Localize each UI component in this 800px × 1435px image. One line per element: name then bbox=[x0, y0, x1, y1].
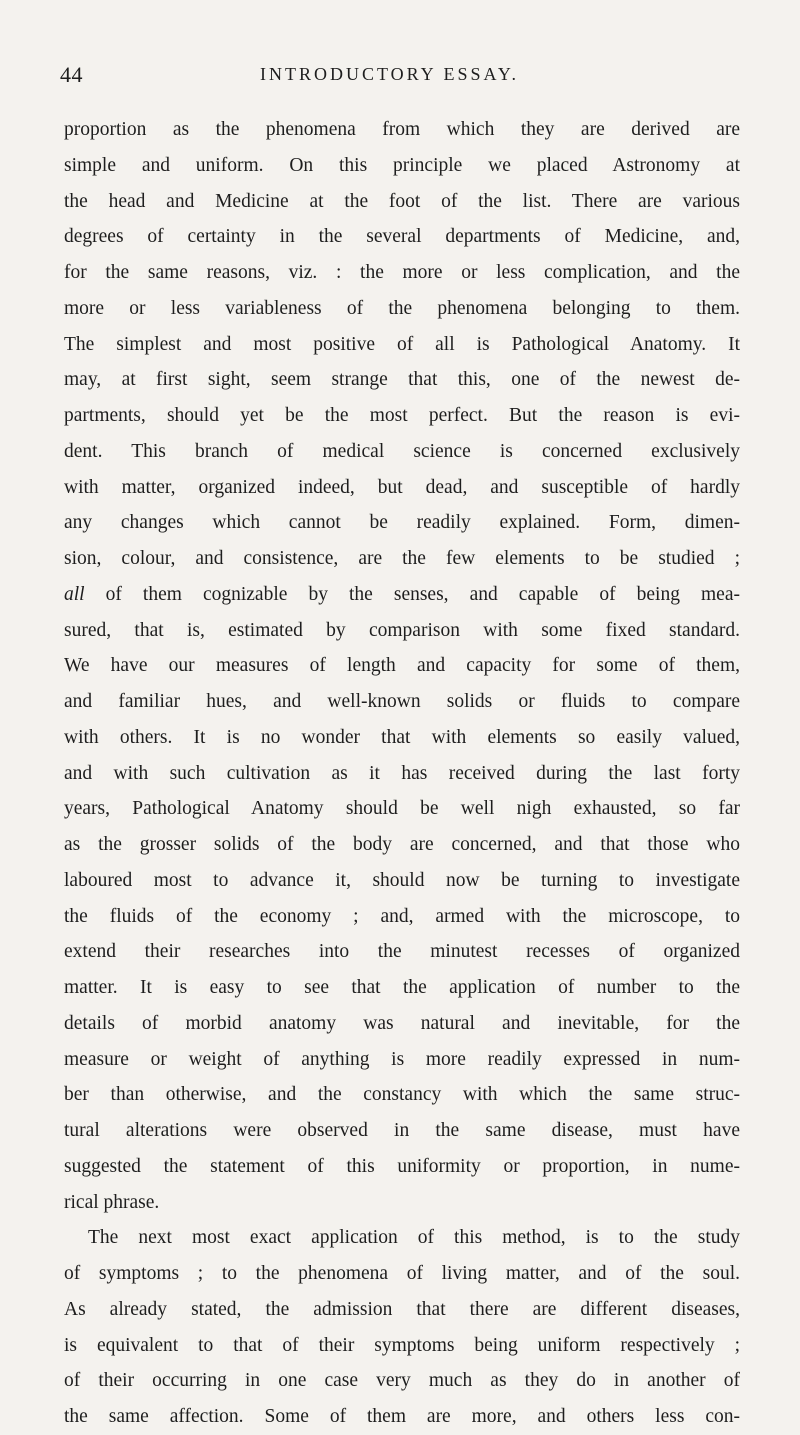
text-line: measure or weight of anything is more readily expressed in num- bbox=[64, 1048, 740, 1070]
running-head: INTRODUCTORY ESSAY. bbox=[260, 64, 520, 84]
page-header bbox=[60, 62, 740, 92]
text-line: is equivalent to that of their symptoms being uniform respectively ; bbox=[64, 1334, 740, 1356]
italic-word: all bbox=[64, 583, 85, 605]
text-line: The simplest and most positive of all is Pathological Anatomy. It bbox=[64, 333, 740, 355]
text-line: the same affection. Some of them are more, and others less con- bbox=[64, 1406, 740, 1427]
text-line: details of morbid anatomy was natural and inevitable, for the bbox=[64, 1012, 740, 1034]
text-line: years, Pathological Anatomy should be well nigh exhausted, so far bbox=[64, 798, 740, 820]
text-line-italic-start bbox=[64, 577, 740, 613]
text-line: the head and Medicine at the foot of the list. There are various bbox=[64, 190, 740, 212]
body-text bbox=[64, 112, 740, 1435]
text-line: any changes which cannot be readily explained. Form, dimen- bbox=[64, 512, 740, 534]
text-line: tural alterations were observed in the same disease, must have bbox=[64, 1120, 740, 1141]
text-line-paragraph-end: rical phrase. bbox=[64, 1191, 160, 1213]
text-line: sion, colour, and consistence, are the few elements to be studied ; bbox=[64, 548, 740, 569]
text-line: and with such cultivation as it has received during the last forty bbox=[64, 762, 740, 784]
text-line: degrees of certainty in the several departments of Medicine, and, bbox=[64, 226, 740, 248]
text-line: the fluids of the economy ; and, armed with the microscope, to bbox=[64, 905, 740, 927]
text-line: ber than otherwise, and the constancy with which the same struc- bbox=[64, 1084, 740, 1106]
text-line: suggested the statement of this uniformity or proportion, in nume- bbox=[64, 1155, 740, 1177]
page-number: 44 bbox=[60, 62, 83, 87]
text-line: may, at first sight, seem strange that this, one of the newest de- bbox=[64, 369, 740, 391]
text-line: matter. It is easy to see that the application of number to the bbox=[64, 977, 740, 998]
text-line: for the same reasons, viz. : the more or less complication, and the bbox=[64, 262, 740, 283]
text-line: dent. This branch of medical science is concerned exclusively bbox=[64, 440, 740, 462]
text-line: of symptoms ; to the phenomena of living matter, and of the soul. bbox=[64, 1263, 740, 1284]
text-line: of their occurring in one case very much as they do in another of bbox=[64, 1370, 740, 1392]
text-line: simple and uniform. On this principle we placed Astronomy at bbox=[64, 154, 740, 176]
text-line: extend their researches into the minutest recesses of organized bbox=[64, 941, 740, 963]
text-line: as the grosser solids of the body are concerned, and that those who bbox=[64, 834, 740, 855]
text-line: sured, that is, estimated by comparison with some fixed standard. bbox=[64, 619, 740, 641]
text-line: partments, should yet be the most perfect. But the reason is evi- bbox=[64, 405, 740, 426]
text-line-rest: of them cognizable by the senses, and capable of being mea- bbox=[84, 583, 740, 605]
text-line-paragraph-start: The next most exact application of this method, is to the study bbox=[88, 1227, 740, 1249]
text-line: with matter, organized indeed, but dead, and susceptible of hardly bbox=[64, 476, 740, 498]
text-line: We have our measures of length and capacity for some of them, bbox=[64, 655, 740, 677]
text-line: and familiar hues, and well-known solids or fluids to compare bbox=[64, 691, 740, 712]
text-line: As already stated, the admission that there are different diseases, bbox=[64, 1298, 740, 1320]
text-line: proportion as the phenomena from which they are derived are bbox=[64, 119, 740, 140]
text-line: more or less variableness of the phenomena belonging to them. bbox=[64, 297, 740, 319]
text-line: laboured most to advance it, should now be turning to investigate bbox=[64, 869, 740, 891]
text-line: with others. It is no wonder that with elements so easily valued, bbox=[64, 726, 740, 748]
